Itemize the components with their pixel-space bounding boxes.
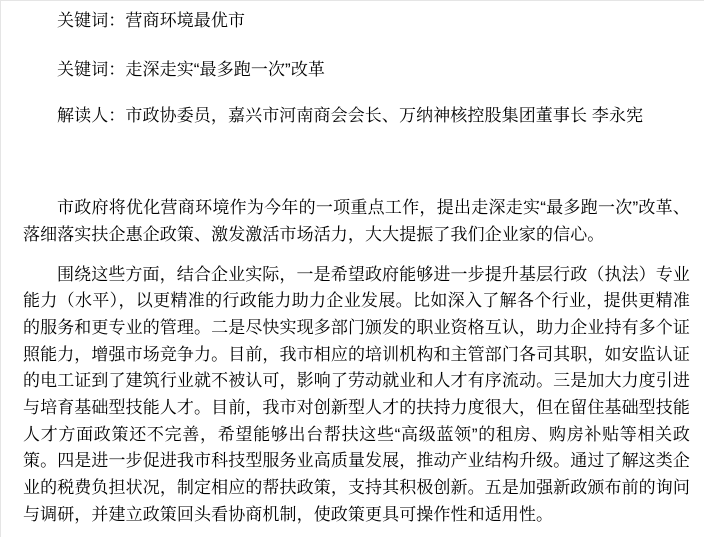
interpreter-line: 解读人：市政协委员，嘉兴市河南商会会长、万纳神核控股集团董事长 李永宪 bbox=[57, 106, 644, 126]
keyword-line-2: 关键词：走深走实“最多跑一次”改革 bbox=[57, 59, 326, 79]
body-paragraph-suggestions: 围绕这些方面，结合企业实际，一是希望政府能够进一步提升基层行政（执法）专业能力（水平），以更精准的行政能力助力企业发展。比如深入了解各个行业，提供更精准的服务和更专业的管理。二是尽快实现多部门颁发的职业资格互认，助力企业持有多个证照能力，增强市场竞争力。目前，我市相应的培训机构和主管部门各司其职，如安监认证的电工证到了建筑行业就不被认可，影响了劳动就业和人才有序流动。三是加大力度引进与培育基础型技能人才。目前，我市对创新型人才的扶持力度很大，但在留住基础型技能人才方面政策还不完善，希望能够出台帮扶这些“高级蓝领”的租房、购房补贴等相关政策。四是进一步促进我市科技型服务业高质量发展，推动产业结构升级。通过了解这类企业的税费负担状况，制定相应的帮扶政策，支持其积极创新。五是加强新政颁布前的询问与调研，并建立政策回头看协商机制，使政策更具可操作性和适用性。 bbox=[23, 264, 690, 524]
keyword-line-1: 关键词：营商环境最优市 bbox=[57, 11, 246, 30]
body-paragraph-intro: 市政府将优化营商环境作为今年的一项重点工作，提出走深走实“最多跑一次”改革、落细落实扶企惠企政策、激发激活市场活力，大大提振了我们企业家的信心。 bbox=[23, 198, 690, 244]
